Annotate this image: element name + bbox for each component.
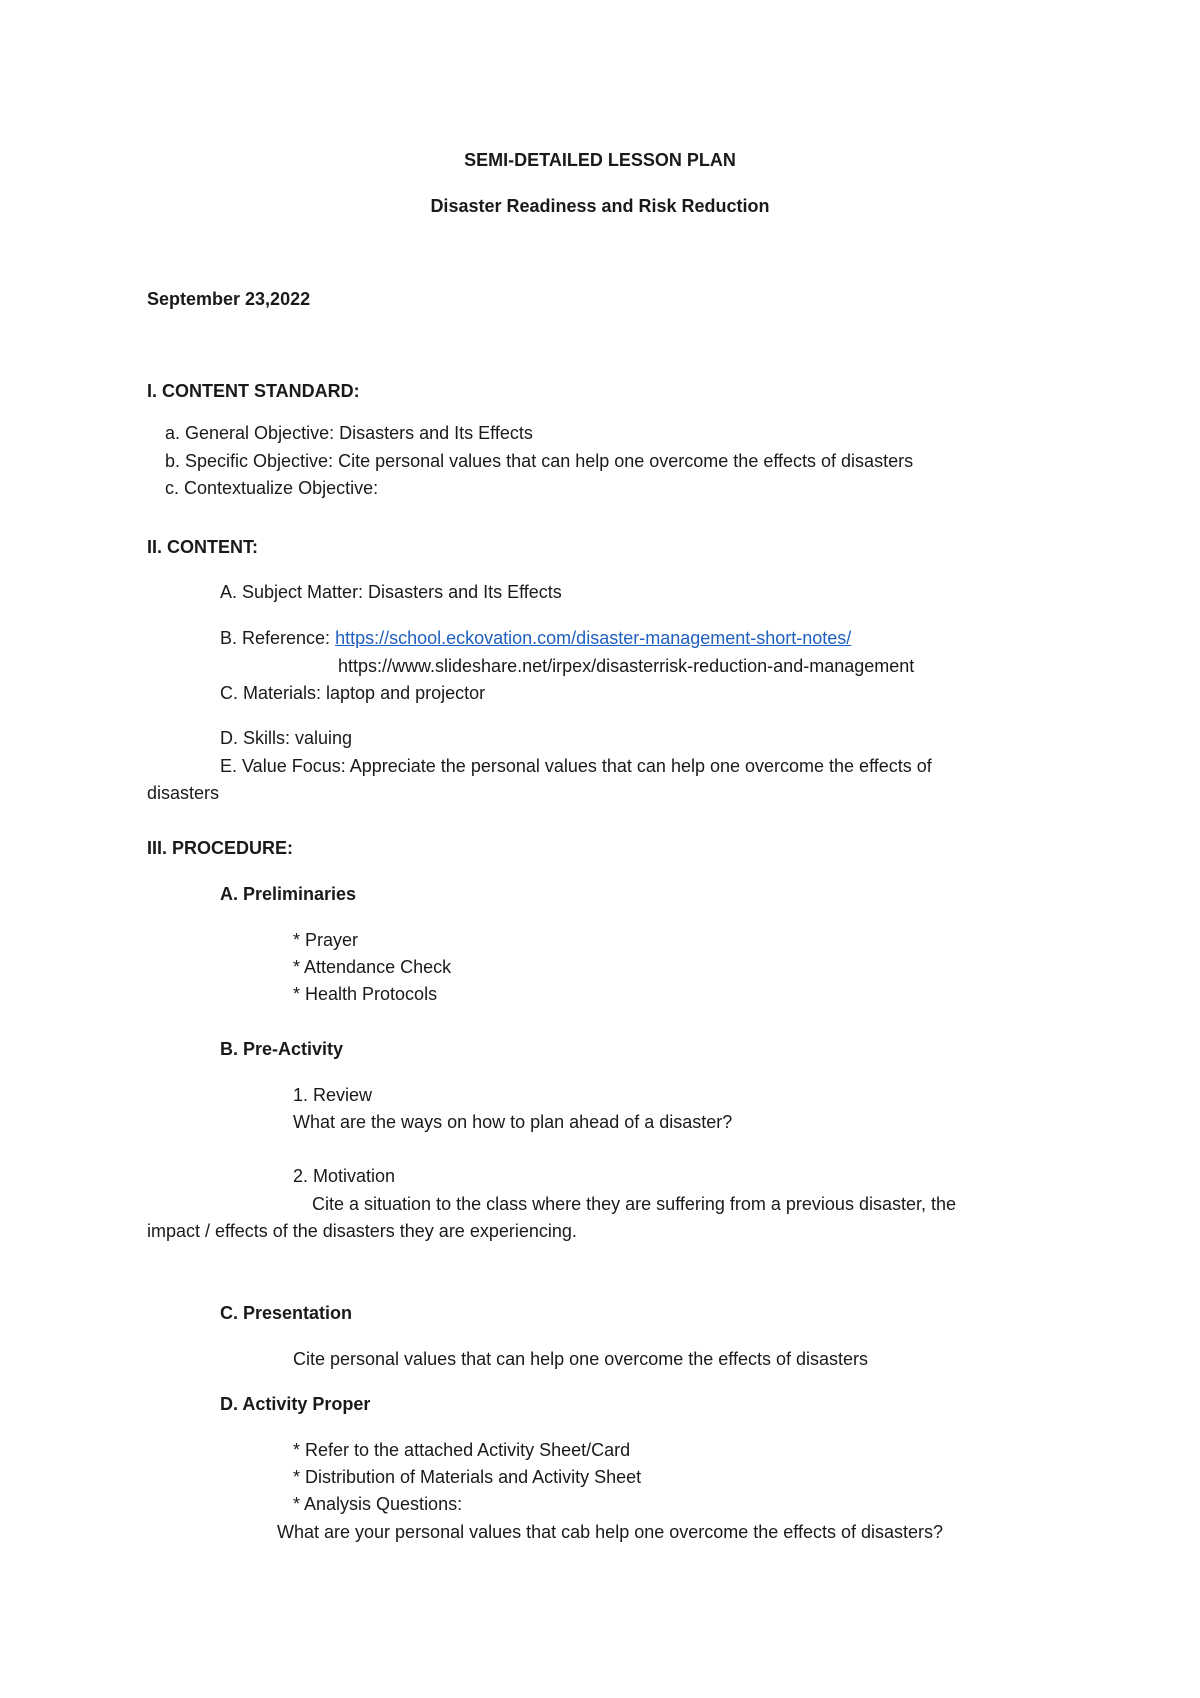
reference-link[interactable]: https://school.eckovation.com/disaster-management-short-notes/ xyxy=(335,628,852,648)
lesson-date: September 23,2022 xyxy=(147,289,311,309)
list-item: * Refer to the attached Activity Sheet/Card xyxy=(293,1440,631,1460)
materials: C. Materials: laptop and projector xyxy=(220,683,486,703)
reference-label: B. Reference: xyxy=(220,628,336,648)
activity-proper-heading: D. Activity Proper xyxy=(220,1394,371,1414)
motivation-text-continued: impact / effects of the disasters they are experiencing. xyxy=(147,1221,577,1241)
skills: D. Skills: valuing xyxy=(220,728,353,748)
pre-activity-heading: B. Pre-Activity xyxy=(220,1039,344,1059)
subject-matter: A. Subject Matter: Disasters and Its Effects xyxy=(220,582,562,602)
presentation-heading: C. Presentation xyxy=(220,1303,353,1323)
reference-line xyxy=(220,626,851,650)
objective-specific: b. Specific Objective: Cite personal values that can help one overcome the effects of disasters xyxy=(165,451,914,471)
motivation-text: Cite a situation to the class where they are suffering from a previous disaster, the xyxy=(312,1194,957,1214)
reference-second: https://www.slideshare.net/irpex/disasterrisk-reduction-and-management xyxy=(338,656,915,676)
list-item: * Prayer xyxy=(293,930,359,950)
review-text: What are the ways on how to plan ahead of a disaster? xyxy=(293,1112,733,1132)
value-focus-continued: disasters xyxy=(147,783,220,803)
page-title: SEMI-DETAILED LESSON PLAN xyxy=(464,150,736,170)
section-heading-content-standard: I. CONTENT STANDARD: xyxy=(147,381,360,401)
list-item: * Health Protocols xyxy=(293,984,438,1004)
list-item: * Distribution of Materials and Activity Sheet xyxy=(293,1467,642,1487)
preliminaries-heading: A. Preliminaries xyxy=(220,884,357,904)
list-item: * Analysis Questions: xyxy=(293,1494,463,1514)
value-focus: E. Value Focus: Appreciate the personal values that can help one overcome the effects of xyxy=(220,756,932,776)
objective-general: a. General Objective: Disasters and Its Effects xyxy=(165,423,533,443)
list-item: * Attendance Check xyxy=(293,957,452,977)
presentation-text: Cite personal values that can help one overcome the effects of disasters xyxy=(293,1349,868,1369)
analysis-question: What are your personal values that cab help one overcome the effects of disasters? xyxy=(277,1522,944,1542)
motivation-label: 2. Motivation xyxy=(293,1166,396,1186)
objective-contextualize: c. Contextualize Objective: xyxy=(165,478,379,498)
section-heading-procedure: III. PROCEDURE: xyxy=(147,838,294,858)
review-label: 1. Review xyxy=(293,1085,373,1105)
section-heading-content: II. CONTENT: xyxy=(147,537,258,557)
page-subtitle: Disaster Readiness and Risk Reduction xyxy=(430,196,770,216)
